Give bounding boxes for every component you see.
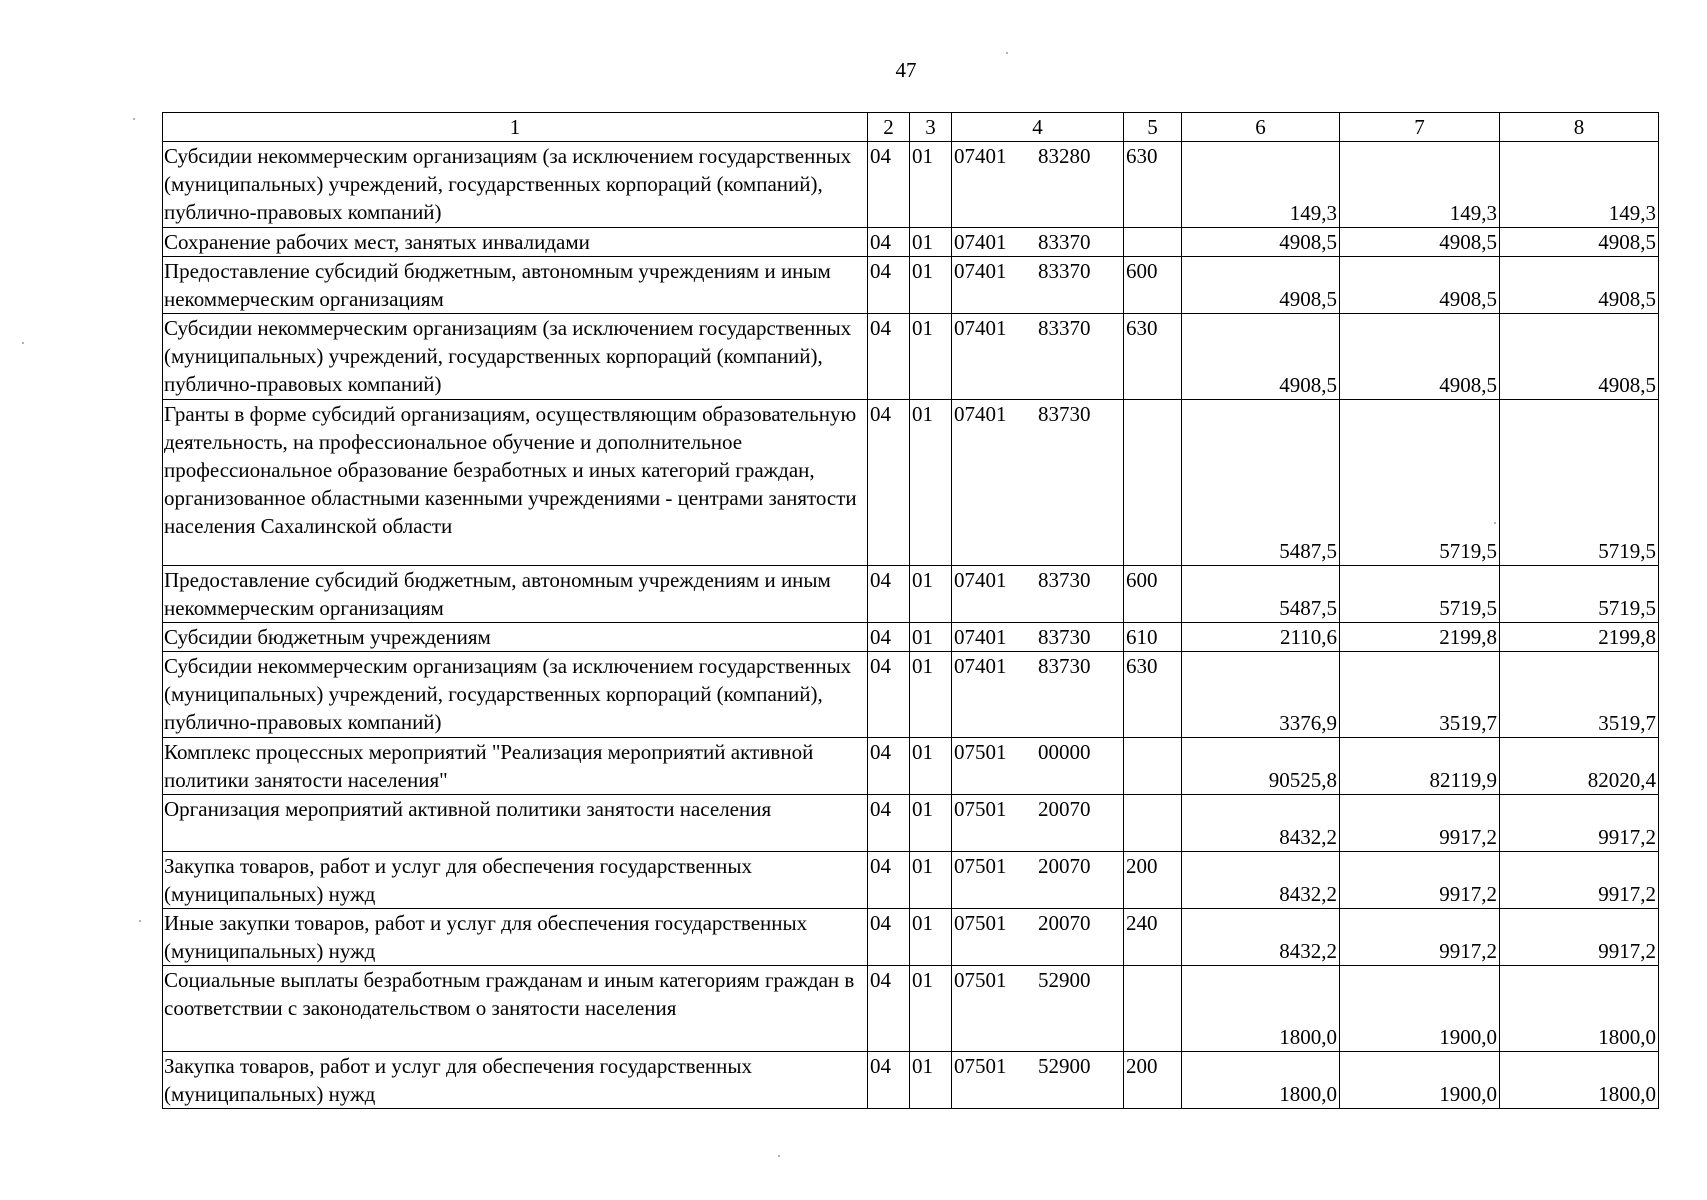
amount-col-8: 4908,5 xyxy=(1500,314,1659,400)
table-row xyxy=(163,652,1659,738)
subsection-code: 01 xyxy=(910,142,952,228)
amount-col-6: 5487,5 xyxy=(1182,566,1340,623)
expense-type-code xyxy=(1124,738,1182,795)
amount-col-8: 1800,0 xyxy=(1500,966,1659,1052)
target-article-code xyxy=(952,228,1124,257)
amount-col-7: 3519,7 xyxy=(1340,652,1500,738)
header-cell-6: 6 xyxy=(1182,113,1340,142)
amount-col-8: 149,3 xyxy=(1500,142,1659,228)
target-article-direction: 83730 xyxy=(1038,402,1091,426)
table-body xyxy=(163,113,1659,1109)
table-row xyxy=(163,400,1659,566)
row-description: Комплекс процессных мероприятий "Реализация мероприятий активной политики занятости населения" xyxy=(163,738,868,795)
expense-type-code: 240 xyxy=(1124,909,1182,966)
subsection-code: 01 xyxy=(910,966,952,1052)
amount-col-6: 4908,5 xyxy=(1182,228,1340,257)
section-code: 04 xyxy=(868,1052,910,1109)
expense-type-code: 600 xyxy=(1124,257,1182,314)
target-article-program: 07401 xyxy=(954,259,1007,283)
amount-col-6: 4908,5 xyxy=(1182,257,1340,314)
section-code: 04 xyxy=(868,966,910,1052)
target-article-program: 07501 xyxy=(954,1054,1007,1078)
target-article-program: 07501 xyxy=(954,911,1007,935)
target-article-direction: 20070 xyxy=(1038,854,1091,878)
row-description: Предоставление субсидий бюджетным, автономным учреждениям и иным некоммерческим организациям xyxy=(163,257,868,314)
target-article-code xyxy=(952,314,1124,400)
expense-type-code xyxy=(1124,228,1182,257)
amount-col-7: 5719,5 xyxy=(1340,400,1500,566)
row-description: Субсидии бюджетным учреждениям xyxy=(163,623,868,652)
table-row xyxy=(163,228,1659,257)
target-article-program: 07501 xyxy=(954,740,1007,764)
row-description: Социальные выплаты безработным гражданам и иным категориям граждан в соответствии с законодательством о занятости населения xyxy=(163,966,868,1052)
section-code: 04 xyxy=(868,566,910,623)
amount-col-8: 3519,7 xyxy=(1500,652,1659,738)
subsection-code: 01 xyxy=(910,852,952,909)
target-article-program: 07401 xyxy=(954,316,1007,340)
target-article-program: 07401 xyxy=(954,402,1007,426)
table-row xyxy=(163,257,1659,314)
table-row xyxy=(163,623,1659,652)
expense-type-code: 600 xyxy=(1124,566,1182,623)
section-code: 04 xyxy=(868,795,910,852)
target-article-program: 07401 xyxy=(954,568,1007,592)
header-cell-7: 7 xyxy=(1340,113,1500,142)
amount-col-6: 8432,2 xyxy=(1182,852,1340,909)
column-number-row xyxy=(163,113,1659,142)
target-article-code xyxy=(952,257,1124,314)
row-description: Предоставление субсидий бюджетным, автономным учреждениям и иным некоммерческим организациям xyxy=(163,566,868,623)
amount-col-8: 2199,8 xyxy=(1500,623,1659,652)
target-article-program: 07401 xyxy=(954,144,1007,168)
target-article-direction: 83730 xyxy=(1038,568,1091,592)
amount-col-7: 9917,2 xyxy=(1340,909,1500,966)
row-description: Сохранение рабочих мест, занятых инвалидами xyxy=(163,228,868,257)
scan-speck xyxy=(22,342,24,344)
target-article-direction: 20070 xyxy=(1038,911,1091,935)
target-article-code xyxy=(952,623,1124,652)
row-description: Гранты в форме субсидий организациям, осуществляющим образовательную деятельность, на профессиональное обучение и дополнительное профессиональное образование безработных и иных категорий граждан, организованное областными казенными учреждениями - центрами занятости населения Сахалинской области xyxy=(163,400,868,566)
amount-col-7: 1900,0 xyxy=(1340,966,1500,1052)
header-cell-4: 4 xyxy=(952,113,1124,142)
expense-type-code: 630 xyxy=(1124,652,1182,738)
amount-col-7: 4908,5 xyxy=(1340,314,1500,400)
section-code: 04 xyxy=(868,852,910,909)
expense-type-code: 200 xyxy=(1124,852,1182,909)
amount-col-8: 9917,2 xyxy=(1500,795,1659,852)
target-article-program: 07501 xyxy=(954,968,1007,992)
expense-type-code: 630 xyxy=(1124,142,1182,228)
table-row xyxy=(163,909,1659,966)
table-row xyxy=(163,142,1659,228)
target-article-code xyxy=(952,400,1124,566)
subsection-code: 01 xyxy=(910,314,952,400)
subsection-code: 01 xyxy=(910,566,952,623)
section-code: 04 xyxy=(868,909,910,966)
target-article-direction: 52900 xyxy=(1038,968,1091,992)
amount-col-8: 5719,5 xyxy=(1500,566,1659,623)
target-article-direction: 00000 xyxy=(1038,740,1091,764)
target-article-direction: 83370 xyxy=(1038,259,1091,283)
amount-col-7: 9917,2 xyxy=(1340,852,1500,909)
subsection-code: 01 xyxy=(910,909,952,966)
target-article-program: 07401 xyxy=(954,230,1007,254)
expense-type-code xyxy=(1124,966,1182,1052)
subsection-code: 01 xyxy=(910,1052,952,1109)
expense-type-code: 200 xyxy=(1124,1052,1182,1109)
header-cell-3: 3 xyxy=(910,113,952,142)
page-number: 47 xyxy=(895,58,917,82)
amount-col-7: 5719,5 xyxy=(1340,566,1500,623)
amount-col-6: 4908,5 xyxy=(1182,314,1340,400)
amount-col-6: 1800,0 xyxy=(1182,1052,1340,1109)
amount-col-6: 90525,8 xyxy=(1182,738,1340,795)
target-article-code xyxy=(952,1052,1124,1109)
section-code: 04 xyxy=(868,142,910,228)
section-code: 04 xyxy=(868,623,910,652)
row-description: Закупка товаров, работ и услуг для обеспечения государственных (муниципальных) нужд xyxy=(163,852,868,909)
budget-table xyxy=(162,112,1659,1109)
table-row xyxy=(163,1052,1659,1109)
table-row xyxy=(163,852,1659,909)
target-article-code xyxy=(952,566,1124,623)
amount-col-7: 4908,5 xyxy=(1340,257,1500,314)
subsection-code: 01 xyxy=(910,228,952,257)
amount-col-7: 82119,9 xyxy=(1340,738,1500,795)
target-article-direction: 83370 xyxy=(1038,316,1091,340)
table-row xyxy=(163,314,1659,400)
scan-speck xyxy=(139,920,141,922)
target-article-code xyxy=(952,652,1124,738)
target-article-program: 07401 xyxy=(954,625,1007,649)
target-article-direction: 52900 xyxy=(1038,1054,1091,1078)
subsection-code: 01 xyxy=(910,795,952,852)
scan-speck xyxy=(133,118,135,120)
expense-type-code: 630 xyxy=(1124,314,1182,400)
row-description: Субсидии некоммерческим организациям (за исключением государственных (муниципальных) учреждений, государственных корпораций (компаний), публично-правовых компаний) xyxy=(163,314,868,400)
table-row xyxy=(163,795,1659,852)
amount-col-8: 9917,2 xyxy=(1500,852,1659,909)
amount-col-8: 82020,4 xyxy=(1500,738,1659,795)
table-row xyxy=(163,566,1659,623)
target-article-direction: 83730 xyxy=(1038,625,1091,649)
amount-col-6: 149,3 xyxy=(1182,142,1340,228)
row-description: Субсидии некоммерческим организациям (за исключением государственных (муниципальных) учреждений, государственных корпораций (компаний), публично-правовых компаний) xyxy=(163,652,868,738)
amount-col-8: 1800,0 xyxy=(1500,1052,1659,1109)
amount-col-7: 149,3 xyxy=(1340,142,1500,228)
expense-type-code xyxy=(1124,795,1182,852)
amount-col-7: 2199,8 xyxy=(1340,623,1500,652)
subsection-code: 01 xyxy=(910,400,952,566)
amount-col-8: 5719,5 xyxy=(1500,400,1659,566)
scan-speck xyxy=(1006,52,1008,54)
amount-col-7: 1900,0 xyxy=(1340,1052,1500,1109)
amount-col-6: 1800,0 xyxy=(1182,966,1340,1052)
scan-speck xyxy=(778,1155,780,1157)
row-description: Иные закупки товаров, работ и услуг для обеспечения государственных (муниципальных) нужд xyxy=(163,909,868,966)
row-description: Закупка товаров, работ и услуг для обеспечения государственных (муниципальных) нужд xyxy=(163,1052,868,1109)
section-code: 04 xyxy=(868,652,910,738)
subsection-code: 01 xyxy=(910,652,952,738)
subsection-code: 01 xyxy=(910,738,952,795)
header-cell-5: 5 xyxy=(1124,113,1182,142)
expense-type-code: 610 xyxy=(1124,623,1182,652)
header-cell-8: 8 xyxy=(1500,113,1659,142)
target-article-program: 07401 xyxy=(954,654,1007,678)
target-article-code xyxy=(952,142,1124,228)
amount-col-8: 9917,2 xyxy=(1500,909,1659,966)
subsection-code: 01 xyxy=(910,257,952,314)
target-article-direction: 83370 xyxy=(1038,230,1091,254)
section-code: 04 xyxy=(868,400,910,566)
target-article-program: 07501 xyxy=(954,854,1007,878)
target-article-code xyxy=(952,966,1124,1052)
target-article-direction: 20070 xyxy=(1038,797,1091,821)
section-code: 04 xyxy=(868,738,910,795)
table-row xyxy=(163,966,1659,1052)
section-code: 04 xyxy=(868,228,910,257)
amount-col-6: 2110,6 xyxy=(1182,623,1340,652)
target-article-code xyxy=(952,795,1124,852)
amount-col-8: 4908,5 xyxy=(1500,228,1659,257)
row-description: Организация мероприятий активной политики занятости населения xyxy=(163,795,868,852)
amount-col-6: 8432,2 xyxy=(1182,795,1340,852)
amount-col-6: 8432,2 xyxy=(1182,909,1340,966)
target-article-code xyxy=(952,909,1124,966)
target-article-program: 07501 xyxy=(954,797,1007,821)
table-row xyxy=(163,738,1659,795)
amount-col-6: 5487,5 xyxy=(1182,400,1340,566)
header-cell-1: 1 xyxy=(163,113,868,142)
amount-col-6: 3376,9 xyxy=(1182,652,1340,738)
scan-speck xyxy=(1494,522,1496,524)
header-cell-2: 2 xyxy=(868,113,910,142)
section-code: 04 xyxy=(868,257,910,314)
subsection-code: 01 xyxy=(910,623,952,652)
expense-type-code xyxy=(1124,400,1182,566)
target-article-direction: 83730 xyxy=(1038,654,1091,678)
amount-col-7: 9917,2 xyxy=(1340,795,1500,852)
target-article-code xyxy=(952,852,1124,909)
row-description: Субсидии некоммерческим организациям (за исключением государственных (муниципальных) учреждений, государственных корпораций (компаний), публично-правовых компаний) xyxy=(163,142,868,228)
target-article-direction: 83280 xyxy=(1038,144,1091,168)
section-code: 04 xyxy=(868,314,910,400)
amount-col-8: 4908,5 xyxy=(1500,257,1659,314)
target-article-code xyxy=(952,738,1124,795)
amount-col-7: 4908,5 xyxy=(1340,228,1500,257)
